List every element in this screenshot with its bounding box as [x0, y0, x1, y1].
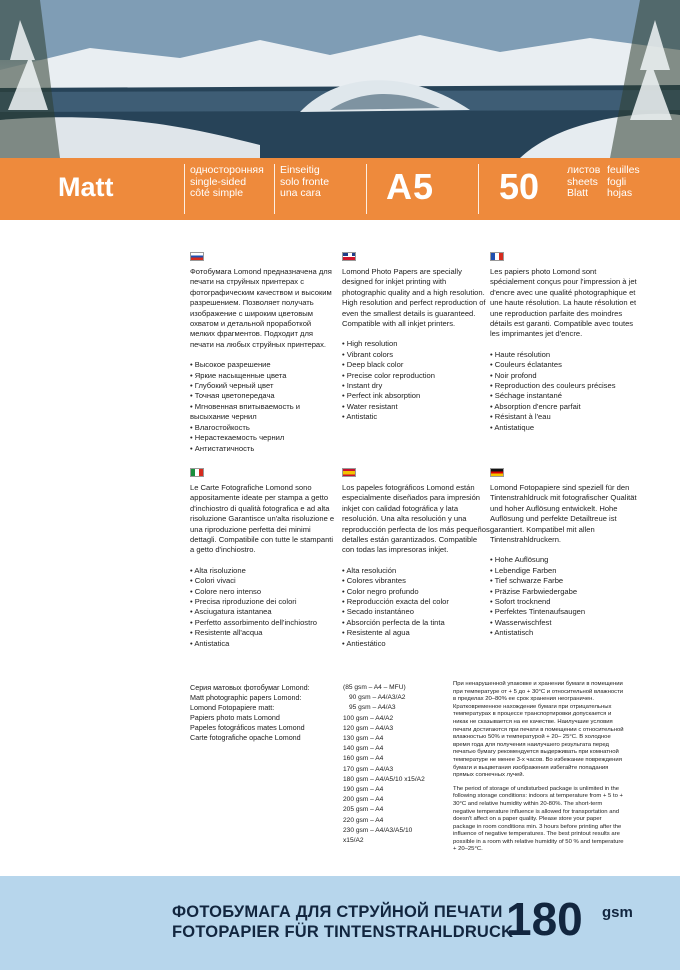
feature-item: • Secado instantáneo: [342, 607, 490, 617]
gsm-item: 100 gsm – A4/A2: [343, 714, 394, 722]
gsm-item: 140 gsm – A4: [343, 745, 384, 753]
feature-item: • Perfetto assorbimento dell'inchiostro: [190, 618, 338, 628]
feature-item: • Colores vibrantes: [342, 576, 490, 586]
storage-en: The period of storage of undisturbed package is unlimited in the following storage conditions: indoors at temperature from + 5 to + 30°C and relative humidity within 20-80%. The short-term negative temperature influence is allowed for transportation and doesn't affect on a paper quality. Please store your paper package in room conditions min. 3 hours before printing after the influence of negative temperatures. The best printout results are possible in a room with relative humidity of 50 % and temperature + 20–25°C.: [453, 785, 624, 853]
sides-de: Einseitig: [280, 164, 320, 176]
feature-item: • Мгновенная впитываемость и высыхание чернил: [190, 402, 338, 423]
feature-item: • Глубокий черный цвет: [190, 381, 338, 391]
features-fr: [490, 350, 638, 433]
gsm-item: 230 gsm – A4/A3/A5/10 x15/A2: [343, 826, 413, 845]
sides-fr: côté simple: [190, 187, 244, 199]
gsm-item: 160 gsm – A4: [343, 755, 384, 763]
russia-flag-icon: [190, 252, 204, 261]
feature-item: • Lebendige Farben: [490, 566, 638, 576]
sheets-label-group-2: [607, 165, 640, 200]
feature-item: • Antiestático: [342, 639, 490, 649]
feature-item: • Tief schwarze Farbe: [490, 576, 638, 586]
feature-item: • Resistente all'acqua: [190, 628, 338, 638]
sheets-de: Blatt: [567, 187, 589, 199]
feature-item: • Alta risoluzione: [190, 566, 338, 576]
feature-item: • Reproduction des couleurs précises: [490, 381, 638, 391]
uk-flag-icon: [342, 252, 356, 261]
sides-it: solo fronte: [280, 175, 330, 188]
sides-ru: односторонняя: [190, 164, 264, 176]
feature-item: • Absorption d'encre parfait: [490, 402, 638, 412]
sheets-en: sheets: [567, 175, 598, 188]
gsm-item: 190 gsm – A4: [343, 786, 384, 794]
feature-item: • Noir profond: [490, 371, 638, 381]
sides-es: una cara: [280, 187, 321, 199]
paper-weight: 180: [506, 893, 583, 945]
column-en: [342, 252, 490, 423]
feature-item: • Couleurs éclatantes: [490, 360, 638, 370]
feature-item: • Résistant à l'eau: [490, 412, 638, 422]
footer-title-de: FOTOPAPIER FÜR TINTENSTRAHLDRUCK: [172, 923, 514, 941]
header-photo: [0, 0, 680, 158]
features-en: [342, 339, 490, 422]
italy-flag-icon: [190, 468, 204, 477]
series-line: Carte fotografiche opache Lomond: [190, 733, 301, 742]
column-ru: [190, 252, 338, 454]
gsm-item: 220 gsm – A4: [343, 816, 384, 824]
gsm-item: 205 gsm – A4: [343, 806, 384, 814]
feature-item: • Water resistant: [342, 402, 490, 412]
feature-item: • Wasserwischfest: [490, 618, 638, 628]
feature-item: • Antistatic: [342, 412, 490, 422]
feature-item: • Sofort trocknend: [490, 597, 638, 607]
feature-item: • Präzise Farbwiedergabe: [490, 587, 638, 597]
column-es: [342, 468, 490, 649]
feature-item: • Antistatica: [190, 639, 338, 649]
features-es: [342, 566, 490, 649]
feature-item: • Haute résolution: [490, 350, 638, 360]
feature-item: • Влагостойкость: [190, 423, 338, 433]
feature-item: • Antistatisch: [490, 628, 638, 638]
sheet-count: 50: [499, 166, 540, 207]
sides-en: single-sided: [190, 175, 247, 188]
column-de: [490, 468, 638, 639]
footer-title-ru: ФОТОБУМАГА ДЛЯ СТРУЙНОЙ ПЕЧАТИ: [172, 903, 503, 921]
gsm-item: 130 gsm – A4: [343, 735, 384, 743]
sides-label-group-1: [190, 165, 264, 200]
feature-item: • Asciugatura istantanea: [190, 607, 338, 617]
feature-item: • Высокое разрешение: [190, 360, 338, 370]
feature-item: • Deep black color: [342, 360, 490, 370]
feature-item: • Alta resolución: [342, 566, 490, 576]
feature-item: • Séchage instantané: [490, 391, 638, 401]
feature-item: • Absorción perfecta de la tinta: [342, 618, 490, 628]
feature-item: • Instant dry: [342, 381, 490, 391]
features-it: [190, 566, 338, 649]
gsm-list: [343, 683, 433, 846]
series-line: Papeles fotográficos mates Lomond: [190, 723, 305, 732]
series-line: Papiers photo mats Lomond: [190, 713, 280, 722]
column-it: [190, 468, 338, 649]
gsm-item: 90 gsm – A4/A3/A2: [349, 694, 406, 702]
feature-item: • Vibrant colors: [342, 350, 490, 360]
feature-item: • Reproducción exacta del color: [342, 597, 490, 607]
gsm-item: 95 gsm – A4/A3: [349, 704, 396, 712]
feature-item: • Colore nero intenso: [190, 587, 338, 597]
sheets-fr: feuilles: [607, 164, 640, 176]
product-info-band: [0, 158, 680, 220]
feature-item: • Точная цветопередача: [190, 391, 338, 401]
intro-de: Lomond Fotopapiere sind speziell für den Tintenstrahldruck mit fotografischer Qualität und hoher Auflösung entwickelt. Hohe Auflösung und perfekte Detailtreue ist garantiert. Kompatibel mit allen Tintenstrahldruckern.: [490, 483, 637, 545]
feature-item: • Precisa riproduzione dei colori: [190, 597, 338, 607]
sheets-label-group-1: [567, 165, 600, 200]
intro-ru: Фотобумага Lomond предназначена для печати на струйных принтерах с фотографическим качеством и высоким разрешением. Позволяет получать изображение с широким цветовым охватом и детальной проработкой мелких фрагментов. Подходит для печати на любых струйных принтерах.: [190, 267, 332, 349]
storage-ru: При ненарушенной упаковке и хранении бумаги в помещении при температуре от + 5 до + 30°С и относительной влажности в пределах 20–80% ее срок хранения неограничен. Кратковременное нахождение бумаги при отрицательных температурах в процессе транспортировки допускается и никак не сказывается на ее качестве. Наилучшие условия печати достигаются при печати в помещении с относительной влажностью 50% и температурой + 20– 25°С. В холодное время года для получения наилучшего результата перед печатью бумагу рекомендуется выдерживать при комнатной температуре не менее 3-х часов. Во избежание повреждения бумаги и выцветания изображения избегайте попадания прямых солнечных лучей.: [453, 681, 624, 779]
features-de: [490, 555, 638, 638]
gsm-item: (85 gsm – A4 – MFU): [343, 684, 406, 691]
sheets-es: hojas: [607, 187, 633, 199]
gsm-item: 120 gsm – A4/A3: [343, 724, 394, 732]
feature-item: • Resistente al agua: [342, 628, 490, 638]
footer-band: [0, 876, 680, 970]
features-ru: [190, 360, 338, 454]
feature-item: • Антистатичность: [190, 444, 338, 454]
germany-flag-icon: [490, 468, 504, 477]
lake-landscape-image: [0, 0, 680, 158]
gsm-item: 180 gsm – A4/A5/10 x15/A2: [343, 775, 425, 783]
series-line: Серия матовых фотобумаг Lomond:: [190, 683, 310, 692]
series-line: Lomond Fotopapiere matt:: [190, 703, 275, 712]
feature-item: • Antistatique: [490, 423, 638, 433]
feature-item: • Colori vivaci: [190, 576, 338, 586]
intro-en: Lomond Photo Papers are specially designed for inkjet printing with photographic quality and a high resolution. High resolution and perfect reproduction of even the smallest details is guaranteed. Compatible with all inkjet printers.: [342, 267, 486, 329]
spain-flag-icon: [342, 468, 356, 477]
intro-es: Los papeles fotográficos Lomond están especialmente diseñados para impresión inkjet con calidad fotográfica y lata resolución. Una alta resolución y una reproducción perfecta de los más pequeños detalles están garantizados. Compatible con todas las impresoras inkjet.: [342, 483, 490, 555]
divider: [366, 164, 367, 214]
gsm-item: 170 gsm – A4/A3: [343, 765, 394, 773]
feature-item: • High resolution: [342, 339, 490, 349]
feature-item: • Perfect ink absorption: [342, 391, 490, 401]
intro-it: Le Carte Fotografiche Lomond sono appositamente ideate per stampa a getto d'inchiostro di qualità fotografica e ad alta risoluzione Garantisce un'alta risoluzione e una riproduzione perfetta dei minimi dettagli. Compatibile con tutte le stampanti a getto d'inchiostro.: [190, 483, 335, 555]
sheets-it: fogli: [607, 175, 627, 188]
paper-format: A5: [386, 166, 435, 207]
feature-item: • Color negro profundo: [342, 587, 490, 597]
intro-fr: Les papiers photo Lomond sont spécialement conçus pour l'impression à jet d'encre avec une qualité photographique et une haute résolution. La haute résolution et une reproduction parfaite des moindres détails est garanti. Compatible avec toutes les imprimantes jet d'encre.: [490, 267, 637, 339]
storage-notes: [453, 681, 625, 860]
divider: [478, 164, 479, 214]
divider: [274, 164, 275, 214]
divider: [184, 164, 185, 214]
feature-item: • Нерастекаемость чернил: [190, 433, 338, 443]
paper-type: Matt: [58, 172, 114, 202]
feature-item: • Perfektes Tintenaufsaugen: [490, 607, 638, 617]
france-flag-icon: [490, 252, 504, 261]
series-line: Matt photographic papers Lomond:: [190, 693, 302, 702]
sheets-ru: листов: [567, 164, 601, 176]
column-fr: [490, 252, 638, 433]
feature-item: • Яркие насыщенные цвета: [190, 371, 338, 381]
paper-weight-unit: gsm: [602, 904, 633, 921]
gsm-item: 200 gsm – A4: [343, 796, 384, 804]
feature-item: • Hohe Auflösung: [490, 555, 638, 565]
feature-item: • Precise color reproduction: [342, 371, 490, 381]
sides-label-group-2: [280, 165, 329, 200]
series-title-block: [190, 683, 340, 743]
